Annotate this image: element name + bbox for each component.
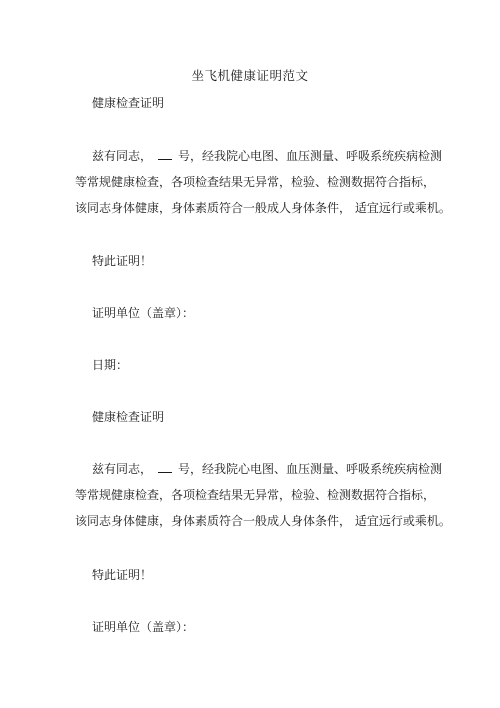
section-1-para-line-3: 该同志身体健康，身体素质符合一般成人身体条件， 适宜远行或乘机。 <box>75 201 451 215</box>
section-2-certify: 特此证明！ <box>92 568 153 582</box>
document-title: 坐飞机健康证明范文 <box>191 68 309 83</box>
para-line-1-after: 号，经我院心电图、血压测量、呼吸系统疾病检测 <box>178 462 443 476</box>
section-2-heading: 健康检查证明 <box>92 410 165 424</box>
section-1-heading: 健康检查证明 <box>92 96 165 110</box>
section-1-para-line-2: 等常规健康检查，各项检查结果无异常，检验、检测数据符合指标， <box>75 175 436 189</box>
section-1-para-line-1 <box>92 148 442 164</box>
para-line-1-before: 兹有同志， <box>92 149 153 163</box>
blank-field <box>158 461 172 473</box>
section-2-para-line-1 <box>92 461 442 477</box>
section-2-para-line-3: 该同志身体健康，身体素质符合一般成人身体条件， 适宜远行或乘机。 <box>75 514 451 528</box>
section-1-date: 日期： <box>92 358 129 372</box>
blank-field <box>158 148 172 160</box>
para-line-1-after: 号，经我院心电图、血压测量、呼吸系统疾病检测 <box>178 149 443 163</box>
para-line-1-before: 兹有同志， <box>92 462 153 476</box>
section-1-certify: 特此证明！ <box>92 254 153 268</box>
section-2-para-line-2: 等常规健康检查，各项检查结果无异常，检验、检测数据符合指标， <box>75 488 436 502</box>
section-1-unit: 证明单位（盖章）： <box>92 306 195 320</box>
section-2-unit: 证明单位（盖章）： <box>92 620 195 634</box>
